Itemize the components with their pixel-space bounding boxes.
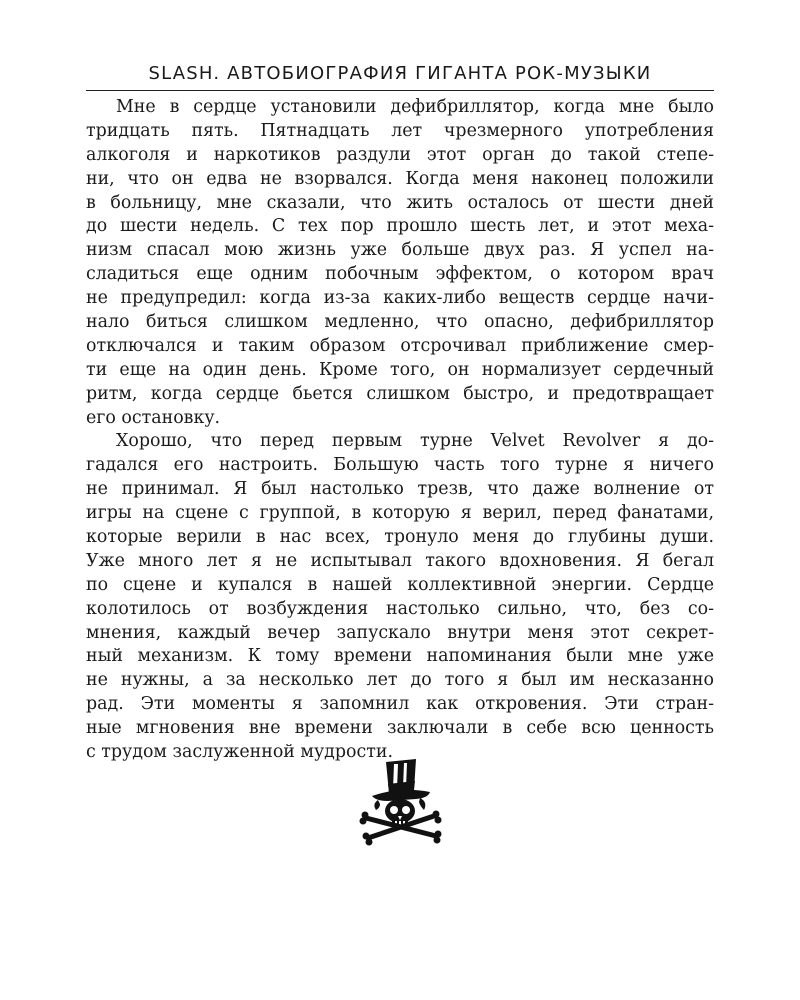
- text-line: Уже много лет я не испытывал такого вдохновения. Я бегал: [86, 550, 714, 571]
- header-rule: [86, 90, 714, 91]
- running-head-title: SLASH. АВТОБИОГРАФИЯ ГИГАНТА РОК-МУЗЫКИ: [148, 63, 652, 84]
- text-line: тридцать пять. Пятнадцать лет чрезмерного употребления: [86, 120, 714, 141]
- text-line: с трудом заслуженной мудрости.: [86, 742, 393, 763]
- text-line: не предупредил: когда из-за каких-либо веществ сердце начи-: [86, 288, 714, 309]
- text-line: сладиться еще одним побочным эффектом, о котором врач: [86, 264, 714, 285]
- text-line: Мне в сердце установили дефибриллятор, когда мне было: [116, 97, 714, 117]
- text-line: по сцене и купался в нашей коллективной энергии. Сердце: [86, 574, 714, 595]
- text-line: которые верили в нас всех, тронуло меня до глубины души.: [86, 527, 714, 548]
- page-body: [86, 96, 714, 765]
- text-line: ритм, когда сердце бьется слишком быстро, и предотвращает: [86, 383, 714, 404]
- text-line: рад. Эти моменты я запомнил как откровения. Эти стран-: [86, 694, 714, 715]
- text-line: Хорошо, что перед первым турне Velvet Revolver я до-: [116, 431, 714, 452]
- text-line: гадался его настроить. Большую часть того турне я ничего: [86, 455, 714, 476]
- text-line: не нужны, а за несколько лет до того я был им несказанно: [86, 670, 714, 691]
- text-line: игры на сцене с группой, в которую я верил, перед фанатами,: [86, 503, 714, 524]
- text-line: ный механизм. К тому времени напоминания были мне уже: [86, 646, 714, 667]
- text-line: ные мгновения вне времени заключали в себе всю ценность: [86, 718, 714, 739]
- text-line: колотилось от возбуждения настолько сильно, что, без со-: [86, 598, 714, 619]
- top-hat-skull-crossbones-icon: [358, 756, 444, 846]
- text-line: нало биться слишком медленно, что опасно, дефибриллятор: [86, 312, 714, 333]
- text-line: не принимал. Я был настолько трезв, что даже волнение от: [86, 479, 714, 500]
- text-line: алкоголя и наркотиков раздули этот орган до такой степе-: [86, 144, 714, 165]
- text-line: ни, что он едва не взорвался. Когда меня наконец положили: [86, 168, 714, 189]
- text-line: до шести недель. С тех пор прошло шесть лет, и этот меха-: [86, 216, 714, 237]
- text-line: ти еще на один день. Кроме того, он нормализует сердечный: [86, 359, 714, 380]
- text-line: мнения, каждый вечер запускало внутри меня этот секрет-: [86, 622, 714, 643]
- text-line: в больницу, мне сказали, что жить осталось от шести дней: [86, 192, 714, 213]
- text-line: его остановку.: [86, 407, 221, 428]
- text-line: низм спасал мою жизнь уже больше двух раз. Я успел на-: [86, 240, 714, 261]
- text-line: отключался и таким образом отсрочивал приближение смер-: [86, 335, 714, 356]
